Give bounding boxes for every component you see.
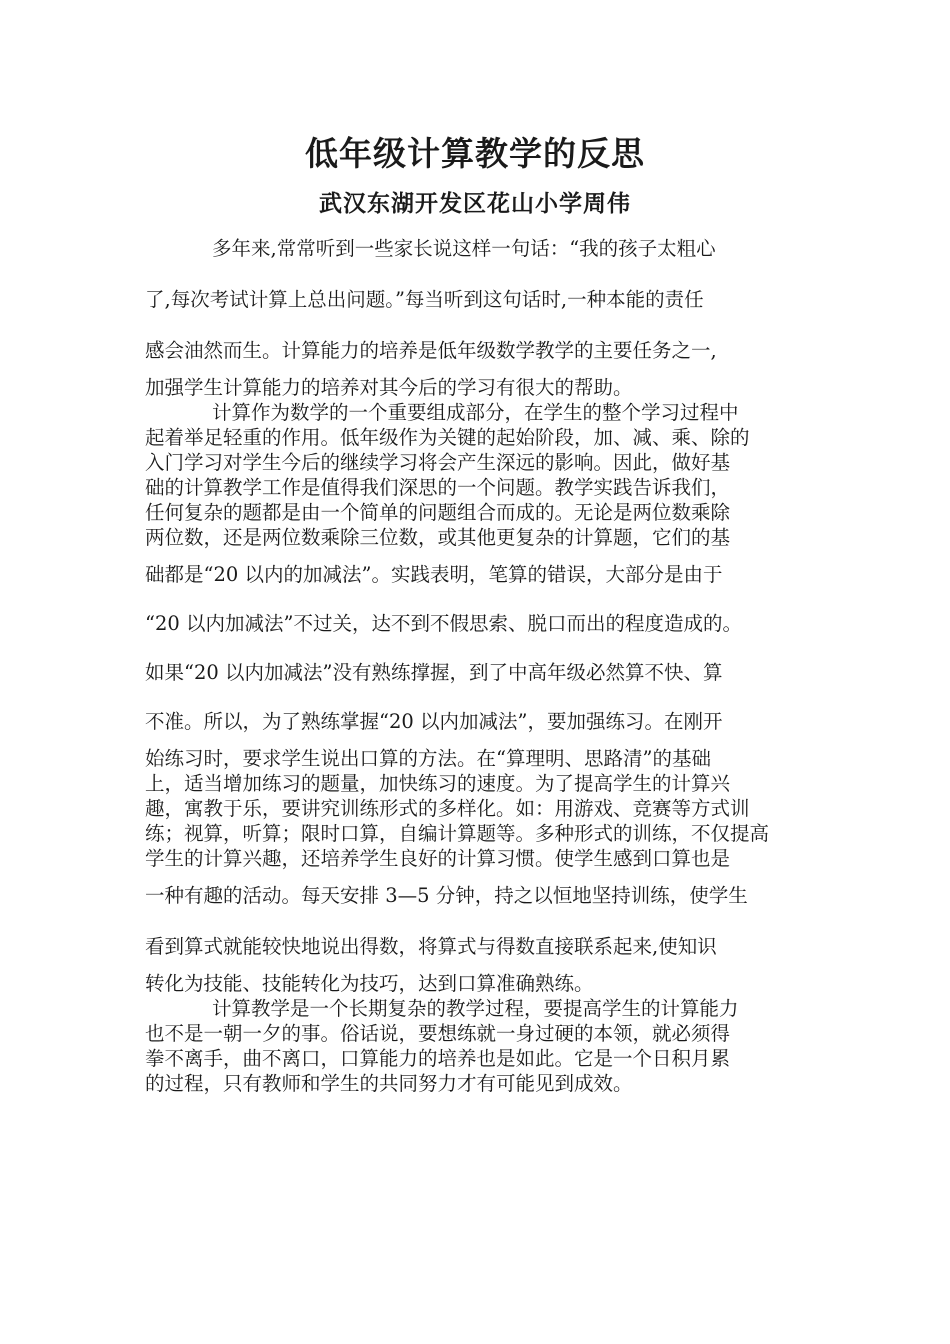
- paragraph-2-line-8: “20 以内加减法”不过关，达不到不假思索、脱口而出的程度造成的。: [145, 612, 742, 635]
- paragraph-2-line-2: 起着举足轻重的作用。低年级作为关键的起始阶段，加、减、乘、除的: [145, 426, 750, 449]
- paragraph-2-line-4: 础的计算教学工作是值得我们深思的一个问题。教学实践告诉我们，: [145, 476, 731, 499]
- paragraph-2-line-12: 上，适当增加练习的题量，加快练习的速度。为了提高学生的计算兴: [145, 772, 731, 795]
- paragraph-2-line-18: 转化为技能、技能转化为技巧，达到口算准确熟练。: [145, 972, 594, 995]
- paragraph-2-line-1: 计算作为数学的一个重要组成部分，在学生的整个学习过程中: [212, 401, 739, 424]
- paragraph-3-line-2: 也不是一朝一夕的事。俗话说，要想练就一身过硬的本领，就必须得: [145, 1022, 731, 1045]
- paragraph-2-line-15: 学生的计算兴趣，还培养学生良好的计算习惯。使学生感到口算也是: [145, 847, 731, 870]
- paragraph-2-line-10: 不准。所以，为了熟练掌握“20 以内加减法”，要加强练习。在刚开: [145, 710, 723, 733]
- paragraph-2-line-11: 始练习时，要求学生说出口算的方法。在“算理明、思路清”的基础: [145, 747, 711, 770]
- paragraph-3-line-3: 拳不离手，曲不离口，口算能力的培养也是如此。它是一个日积月累: [145, 1047, 731, 1070]
- paragraph-2-line-13: 趣，寓教于乐，要讲究训练形式的多样化。如：用游戏、竞赛等方式训: [145, 797, 750, 820]
- paragraph-3-line-4: 的过程，只有教师和学生的共同努力才有可能见到成效。: [145, 1072, 633, 1095]
- paragraph-1-line-4: 加强学生计算能力的培养对其今后的学习有很大的帮助。: [145, 376, 633, 399]
- paragraph-2-line-9: 如果“20 以内加减法”没有熟练撑握，到了中高年级必然算不快、算: [145, 661, 723, 684]
- paragraph-2-line-7: 础都是“20 以内的加减法”。实践表明，笔算的错误，大部分是由于: [145, 563, 723, 586]
- paragraph-2-line-14: 练；视算，听算；限时口算，自编计算题等。多种形式的训练，不仅提高: [145, 822, 770, 845]
- document-author: 武汉东湖开发区花山小学周伟: [319, 191, 631, 217]
- document-title: 低年级计算教学的反思: [305, 134, 645, 173]
- paragraph-2-line-3: 入门学习对学生今后的继续学习将会产生深远的影响。因此，做好基: [145, 451, 731, 474]
- paragraph-2-line-17: 看到算式就能较快地说出得数，将算式与得数直接联系起来,使知识: [145, 935, 717, 958]
- paragraph-2-line-6: 两位数，还是两位数乘除三位数，或其他更复杂的计算题，它们的基: [145, 526, 731, 549]
- paragraph-1-line-1: 多年来,常常听到一些家长说这样一句话：“我的孩子太粗心: [212, 237, 716, 260]
- paragraph-1-line-2: 了,每次考试计算上总出问题。”每当听到这句话时,一种本能的责任: [145, 288, 704, 311]
- paragraph-2-line-16: 一种有趣的活动。每天安排 3—5 分钟，持之以恒地坚持训练，使学生: [145, 884, 748, 907]
- paragraph-2-line-5: 任何复杂的题都是由一个简单的问题组合而成的。无论是两位数乘除: [145, 501, 731, 524]
- paragraph-3-line-1: 计算教学是一个长期复杂的教学过程，要提高学生的计算能力: [212, 997, 739, 1020]
- paragraph-1-line-3: 感会油然而生。计算能力的培养是低年级数学教学的主要任务之一,: [145, 339, 717, 362]
